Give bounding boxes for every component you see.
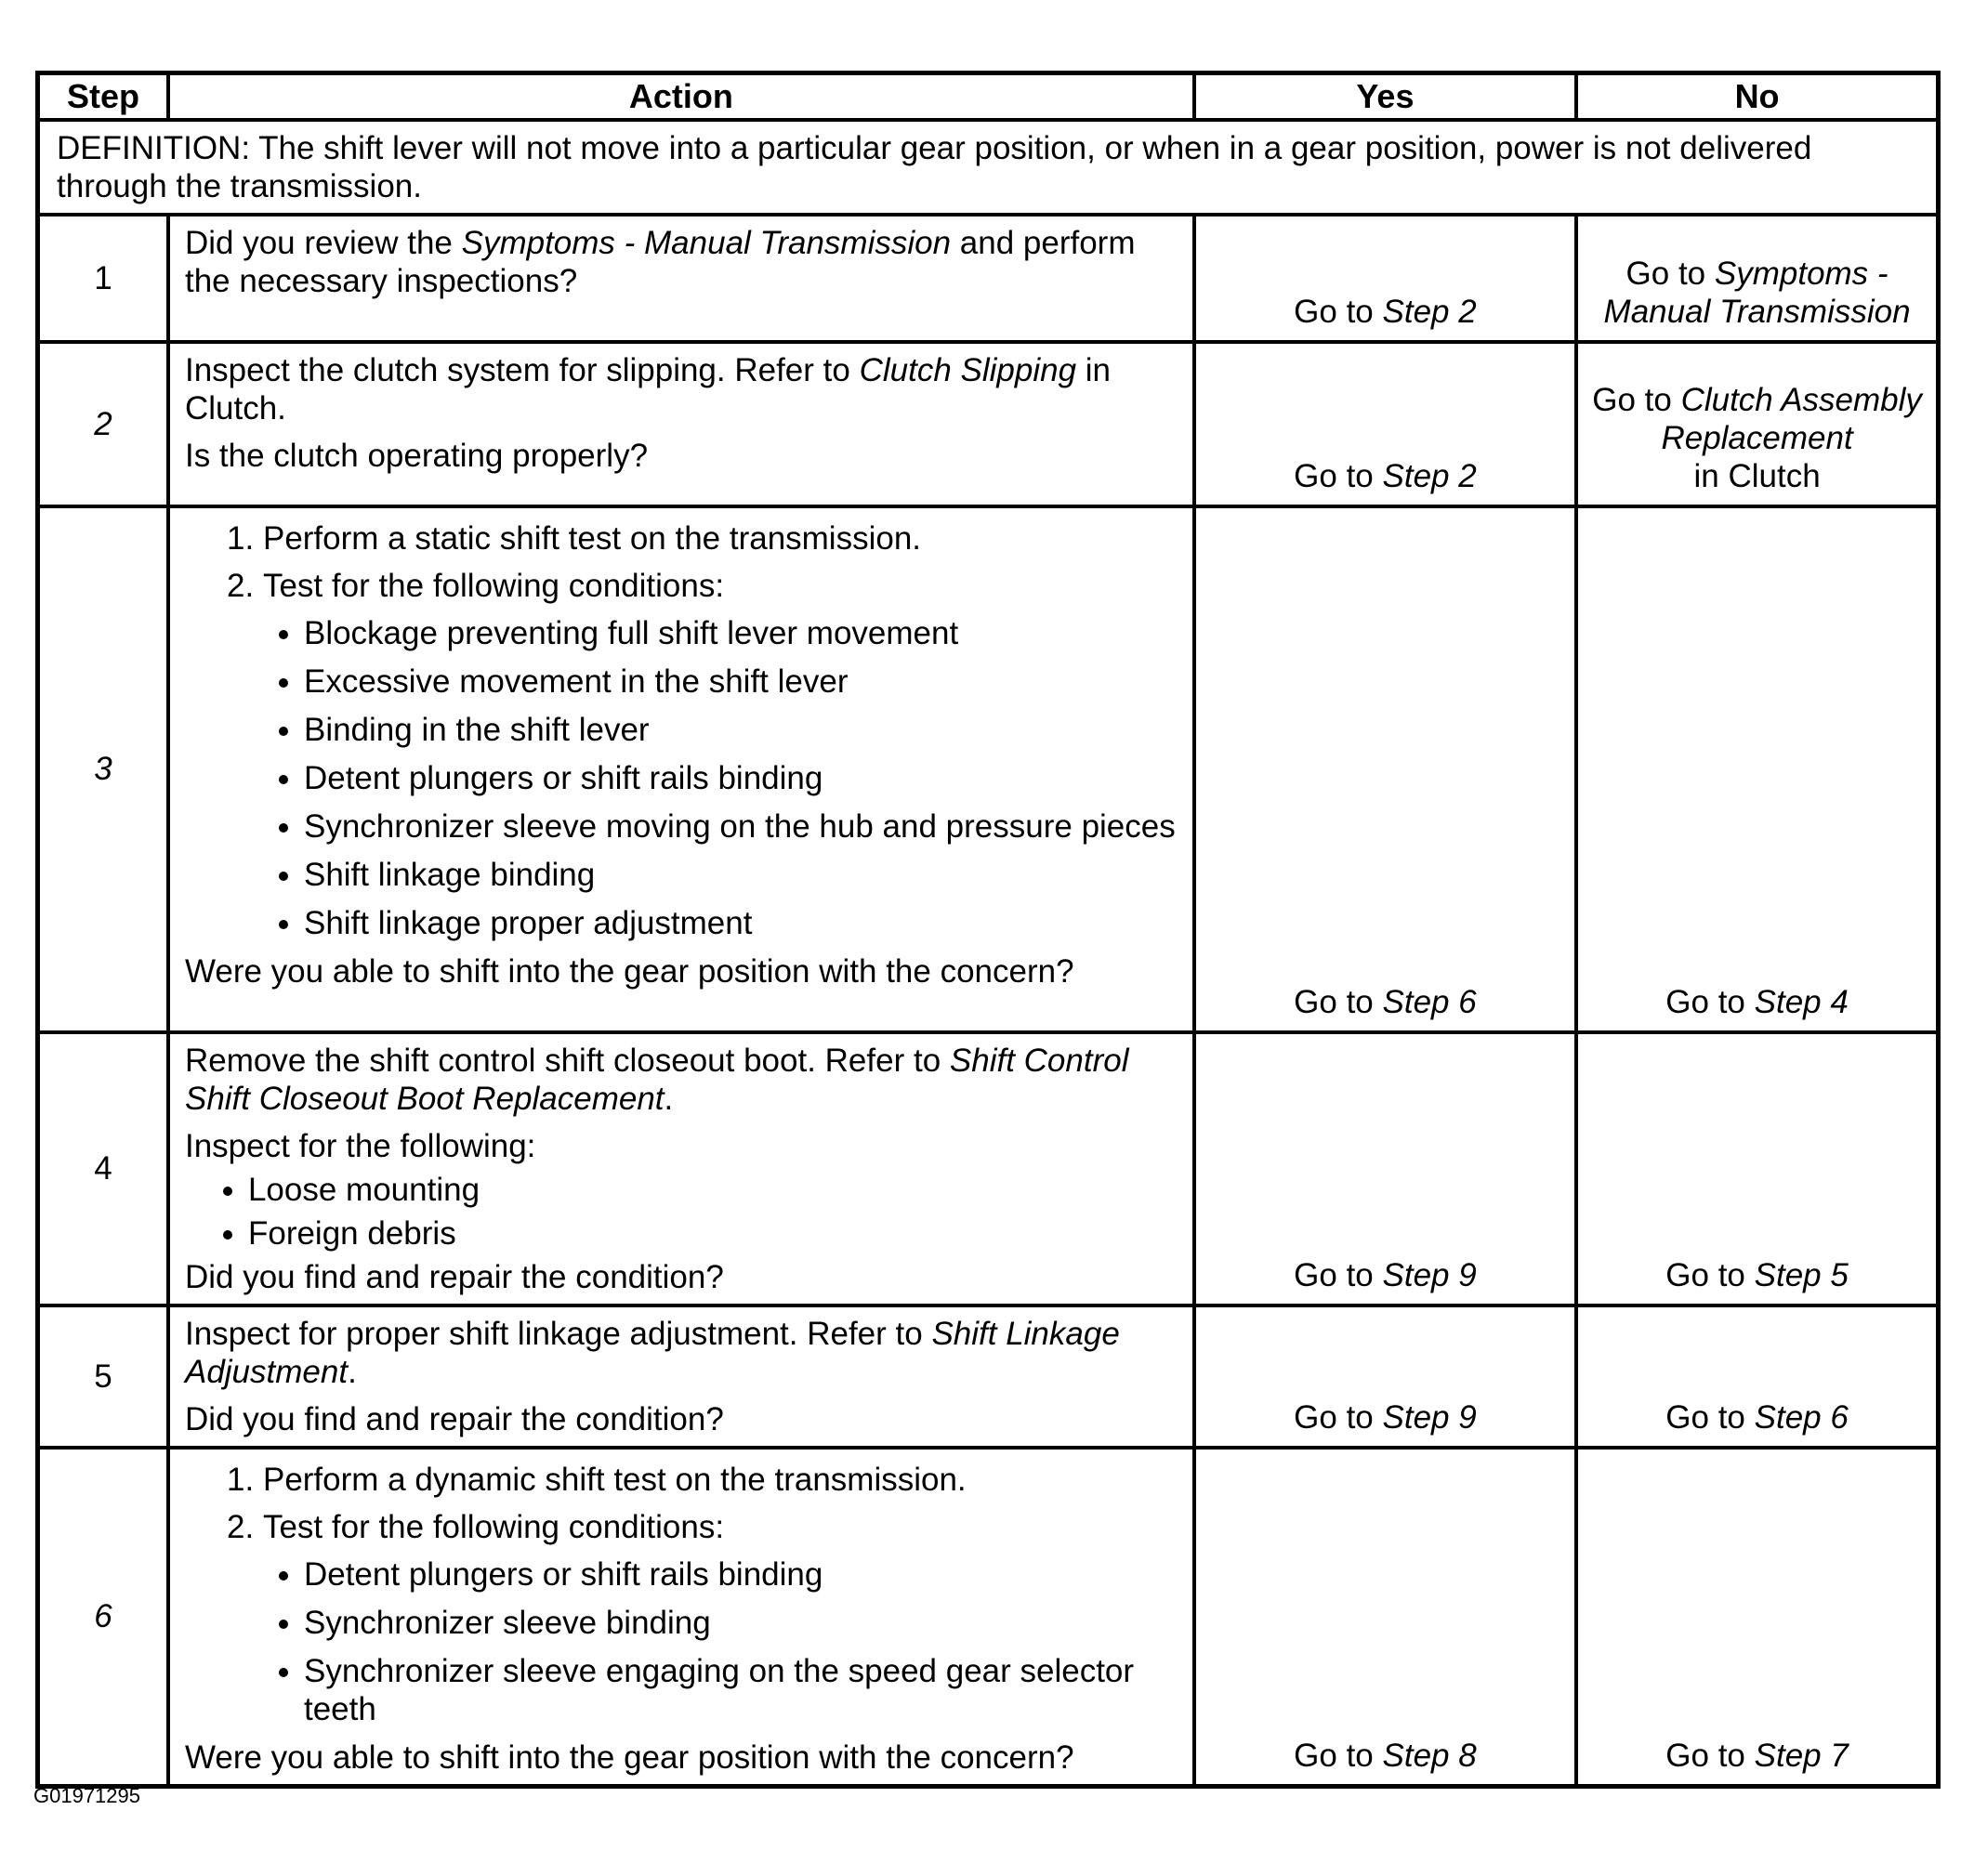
list-item: 2. Test for the following conditions: • Detent plungers or shift rails binding • Synchronizer sleeve binding • Synchronizer sleeve engaging on the speed gear selector teeth [263,1508,1183,1728]
table-row [38,342,1939,506]
action-question: Were you able to shift into the gear position with the concern? [184,952,1074,990]
list-item: • Synchronizer sleeve binding [304,1604,1183,1642]
header-action: Action [168,73,1194,120]
action-reference: Clutch Slipping [859,351,1077,388]
yes-cell: Go to Step 6 [1194,506,1576,1032]
yes-cell: Go to Step 2 [1194,215,1576,342]
yes-reference: Step 2 [1382,293,1477,330]
table-row [38,506,1939,1032]
action-question: Did you find and repair the condition? [184,1400,724,1437]
action-step-list [185,519,1183,942]
action-intro: Inspect for the following: [184,1127,536,1164]
table-row [38,1032,1939,1305]
header-no: No [1576,73,1938,120]
action-question: Did you find and repair the condition? [184,1258,724,1295]
action-step-list [185,1461,1183,1728]
yes-cell: Go to Step 9 [1194,1305,1576,1448]
condition-list [263,614,1183,942]
no-reference: Symptoms - Manual Transmission [1603,255,1911,330]
list-item: 1. Perform a static shift test on the transmission. [263,519,1183,558]
list-item: • Blockage preventing full shift lever movement [304,614,1183,652]
definition-row [38,120,1939,215]
action-cell [168,1305,1194,1448]
list-item: • Shift linkage proper adjustment [304,904,1183,942]
step-number: 1 [38,215,168,342]
table-row [38,215,1939,342]
figure-id: G01971295 [33,1784,140,1807]
list-item: • Detent plungers or shift rails binding [304,759,1183,797]
step-number: 3 [38,506,168,1032]
table-row [38,1448,1939,1787]
action-cell [168,1448,1194,1787]
yes-cell: Go to Step 9 [1194,1032,1576,1305]
action-question: Is the clutch operating properly? [184,437,649,474]
action-text: Remove the shift control shift closeout boot. Refer to Shift Control Shift Closeout Boot Replacement. [184,1042,1129,1117]
list-item: • Detent plungers or shift rails binding [304,1555,1183,1594]
action-reference: Shift Linkage Adjustment [184,1315,1120,1390]
step-number: 4 [38,1032,168,1305]
no-cell: Go to Clutch Assembly Replacement in Clutch [1576,342,1938,506]
action-text: Did you review the Symptoms - Manual Transmission and perform the necessary inspections? [184,224,1136,299]
no-cell: Go to Step 7 [1576,1448,1938,1787]
action-question: Were you able to shift into the gear position with the concern? [184,1738,1074,1776]
list-item: • Loose mounting [248,1171,1183,1209]
condition-list [185,1171,1183,1253]
yes-reference: Step 9 [1382,1398,1477,1436]
definition-text: DEFINITION: The shift lever will not move into a particular gear position, or when in a gear position, power is not delivered through the transmission. [38,120,1939,215]
header-yes: Yes [1194,73,1576,120]
no-cell: Go to Symptoms - Manual Transmission [1576,215,1938,342]
action-reference: Symptoms - Manual Transmission [461,224,952,261]
yes-reference: Step 9 [1382,1256,1477,1293]
list-item: • Binding in the shift lever [304,711,1183,749]
table-row [38,1305,1939,1448]
yes-reference: Step 2 [1382,457,1477,494]
no-reference: Clutch Assembly Replacement [1661,381,1922,456]
no-reference: Step 4 [1754,983,1849,1020]
yes-cell: Go to Step 8 [1194,1448,1576,1787]
yes-reference: Step 6 [1382,983,1477,1020]
action-reference: Shift Control Shift Closeout Boot Replacement [184,1042,1129,1117]
step-number: 2 [38,342,168,506]
diagnostic-table [35,71,1941,1789]
list-item: • Synchronizer sleeve moving on the hub and pressure pieces [304,807,1183,846]
no-cell: Go to Step 5 [1576,1032,1938,1305]
no-cell: Go to Step 6 [1576,1305,1938,1448]
condition-list [263,1555,1183,1728]
no-cell: Go to Step 4 [1576,506,1938,1032]
list-item: • Excessive movement in the shift lever [304,663,1183,701]
step-number: 5 [38,1305,168,1448]
list-item: 2. Test for the following conditions: • Blockage preventing full shift lever movement • Excessive movement in the shift lever • Binding in the shift lever • Detent plungers or shift rails binding • Synchronizer sleeve moving on the hub and pressure pieces • Shift linkage binding • Shift linkage proper adjustment [263,567,1183,942]
list-item: 1. Perform a dynamic shift test on the transmission. [263,1461,1183,1499]
action-cell [168,342,1194,506]
yes-cell: Go to Step 2 [1194,342,1576,506]
step-number: 6 [38,1448,168,1787]
action-text: Inspect the clutch system for slipping. Refer to Clutch Slipping in Clutch. [184,351,1112,426]
action-cell [168,506,1194,1032]
list-item: • Shift linkage binding [304,856,1183,894]
header-row [38,73,1939,120]
action-text: Inspect for proper shift linkage adjustment. Refer to Shift Linkage Adjustment. [184,1315,1120,1390]
no-reference: Step 5 [1754,1256,1849,1293]
header-step: Step [38,73,168,120]
no-reference: Step 7 [1754,1737,1849,1774]
yes-reference: Step 8 [1382,1737,1477,1774]
no-reference: Step 6 [1754,1398,1849,1436]
list-item: • Foreign debris [248,1214,1183,1253]
action-cell [168,1032,1194,1305]
list-item: • Synchronizer sleeve engaging on the speed gear selector teeth [304,1652,1183,1728]
action-cell [168,215,1194,342]
